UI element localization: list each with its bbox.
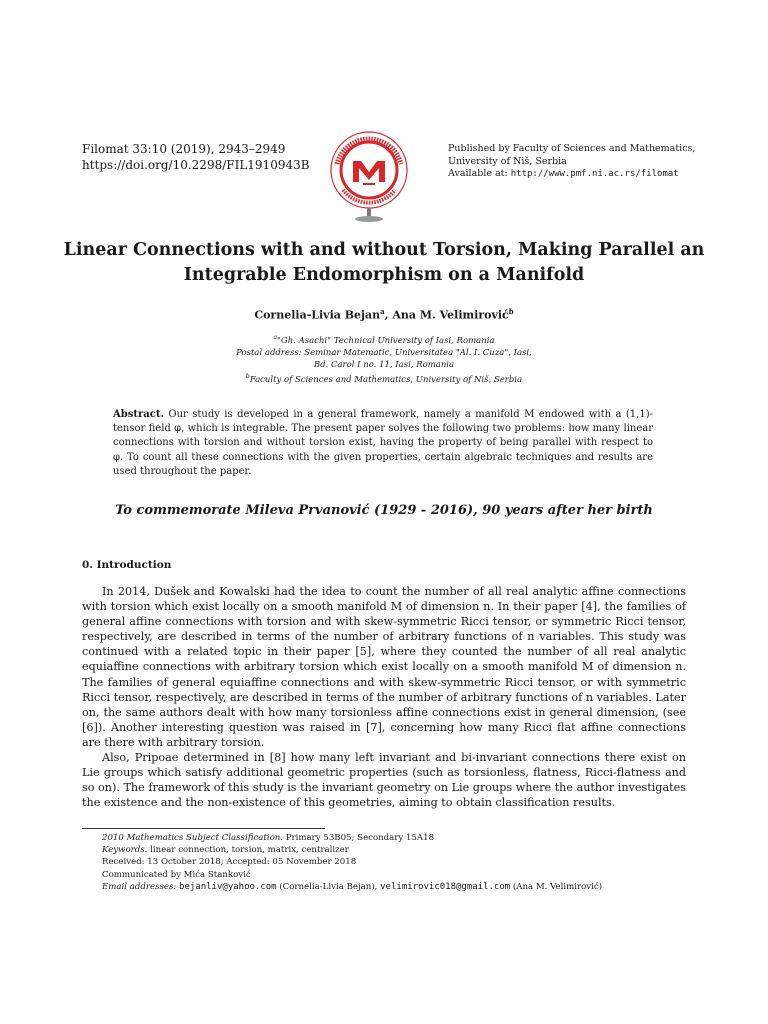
affiliation-a [40, 332, 728, 347]
affiliation-a-line3: Bd. Carol I no. 11, Iasi, Romania [313, 359, 455, 370]
publisher-line2: University of Niš, Serbia [448, 155, 567, 167]
dedication: To commemorate Mileva Prvanović (1929 - 2016), 90 years after her birth [115, 503, 653, 518]
affiliations [40, 332, 728, 386]
paragraph: In 2014, Dušek and Kowalski had the idea to count the number of all real analytic affine connections with torsion which exist locally on a smooth manifold M of dimension n. In their paper [4], the families of general affine connections with torsion and with skew-symmetric Ricci tensor, or symmetric Ricci tensor, respectively, are described in terms of the number of arbitrary functions of n variables. This study was continued with a related topic in their paper [5], where they counted the number of all real analytic equiaffine connections with arbitrary torsion which exist locally on a smooth manifold M of dimension n. The families of general equiaffine connections and with skew-symmetric Ricci tensor, or with symmetric Ricci tensor, respectively, are described in terms of the number of arbitrary functions of n variables. Later on, the same authors dealt with how many torsionless affine connections exist in general dimension, (see [6]). Another interesting question was raised in [7], concerning how many Ricci flat affine connections are there with arbitrary torsion. [82, 585, 686, 749]
author-2: Ana M. Velimirović [392, 308, 509, 322]
footnote-msc [102, 832, 602, 844]
journal-citation: Filomat 33:10 (2019), 2943–2949 [82, 142, 286, 156]
faculty-logo-icon [323, 128, 415, 226]
author-separator: , [384, 308, 393, 322]
affiliation-b [40, 371, 728, 386]
affiliation-b-line1: Faculty of Sciences and Mathematics, University of Niš, Serbia [249, 374, 523, 385]
author-1-sup: a [380, 307, 385, 316]
section-heading: 0. Introduction [82, 559, 172, 571]
author-list [40, 307, 728, 322]
journal-header [82, 141, 310, 173]
doi-link[interactable]: https://doi.org/10.2298/FIL1910943B [82, 158, 310, 172]
keywords-text: linear connection, torsion, matrix, centralizer [150, 845, 349, 856]
msc-text: Primary 53B05; Secondary 15A18 [285, 833, 435, 843]
footnotes [102, 832, 602, 893]
msc-label: 2010 Mathematics Subject Classification. [102, 833, 284, 843]
journal-url[interactable]: http://www.pmf.ni.ac.rs/filomat [510, 169, 679, 179]
footnote-emails [102, 881, 602, 893]
faculty-logo [323, 128, 415, 226]
footnote-divider [82, 828, 325, 829]
abstract-text: Our study is developed in a general framework, namely a manifold M endowed with a (1,1)-tensor field φ, which is integrable. The present paper solves the following two problems: how many linear connections with torsion and without torsion exist, having the property of being parallel with respect to φ. To count all these connections with the given properties, certain algebraic techniques and results are used throughout the paper. [113, 409, 653, 477]
email-2-name: (Ana M. Velimirović) [512, 881, 603, 892]
keywords-label: Keywords. [102, 845, 148, 856]
author-2-sup: b [508, 307, 514, 316]
email-1-name: (Cornelia-Livia Bejan), [279, 881, 378, 892]
abstract [113, 408, 653, 479]
title-line1: Linear Connections with and without Torsion, Making Parallel an [63, 240, 705, 260]
intro-body [82, 584, 686, 810]
email-label: Email addresses: [102, 881, 177, 892]
publisher-line1: Published by Faculty of Sciences and Mathematics, [448, 143, 696, 154]
footnote-keywords [102, 844, 602, 856]
paragraph: Also, Pripoae determined in [8] how many left invariant and bi-invariant connections there exist on Lie groups which satisfy additional geometric properties (such as torsionless, flatness, Ricci-flatness and so on). The framework of this study is the invariant geometry on Lie groups where the author investigates the existence and the non-existence of this geometries, aiming to obtain classification results. [82, 751, 686, 810]
author-1: Cornelia-Livia Bejan [254, 308, 381, 322]
affiliation-a-line1: "Gh. Asachi" Technical University of Iasi, Romania [277, 335, 495, 346]
affiliation-a-line2: Postal address: Seminar Matematic, Universitatea "Al. I. Cuza", Iasi, [236, 347, 532, 358]
affiliation-b-sup: b [245, 372, 250, 380]
footnote-communicated: Communicated by Mića Stanković [102, 869, 251, 880]
paper-title [40, 238, 728, 288]
email-2[interactable]: velimirovic018@gmail.com [380, 881, 511, 892]
footnote-received: Received: 13 October 2018; Accepted: 05 November 2018 [102, 857, 357, 868]
affiliation-a-sup: a [273, 334, 278, 341]
email-1[interactable]: bejanliv@yahoo.com [179, 881, 277, 892]
available-at [448, 168, 695, 181]
publisher-info [448, 143, 695, 181]
abstract-label: Abstract. [113, 409, 164, 420]
title-line2: Integrable Endomorphism on a Manifold [183, 265, 585, 285]
available-label: Available at: [448, 168, 508, 179]
